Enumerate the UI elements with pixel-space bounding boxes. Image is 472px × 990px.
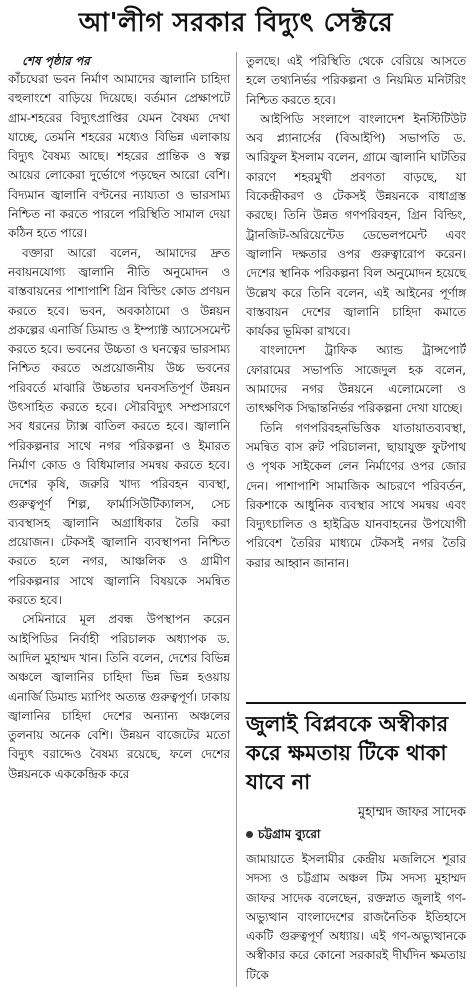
- bureau-label: [246, 826, 466, 846]
- article-title: জুলাই বিপ্লবকে অস্বীকার করে ক্ষমতায় টিকে থাকা যাবে না: [246, 712, 449, 794]
- right-column: [246, 52, 466, 573]
- body-paragraph: তুলছে। এই পরিস্থিতি থেকে বেরিয়ে আসতে হলে তথ্যনির্ভর পরিকল্পনা ও নিয়মিত মনিটরিং নিশ্চিত করতে হবে।: [246, 54, 466, 107]
- column-divider: [236, 52, 237, 987]
- body-paragraph: তিনি গণপরিবহনভিত্তিক যাতায়াতব্যবস্থা, সমন্বিত বাস রুট পরিচালনা, ছায়াযুক্ত ফুটপাথ ও পৃথক সাইকেল লেন নির্মাণের ওপর জোর দেন। পাশাপাশি সামাজিক আচরণে পরিবর্তন, রিকশাকে আধুনিক ব্যবস্থার সাথে সমন্বয় এবং বিদ্যুৎচালিত ও হাইব্রিড যানবাহনের উপযোগী পরিবেশ তৈরির মাধ্যমে টেকসই নগর তৈরি করার আহ্বান জানান।: [246, 420, 466, 570]
- body-paragraph: আইপিডি সংলাপে বাংলাদেশ ইনস্টিটিউট অব প্ল্যানার্সের (বিআইপি) সভাপতি ড. আরিফুল ইসলাম বলেন, গ্রামে জ্বালানি ঘাটতির কারণে শহরমুখী প্রবণতা বাড়ছে, যা বিকেন্দ্রীকরণ ও টেকসই উন্নয়নকে বাধাগ্রস্ত করছে। তিনি উন্নত গণপরিবহন, গ্রিন বিল্ডিং, ট্রানজিট-অরিয়েন্টেড ডেভেলপমেন্ট এবং জ্বালানি দক্ষতার ওপর গুরুত্বারোপ করেন। দেশের স্থানিক পরিকল্পনা বিল অনুমোদন হয়েছে উল্লেখ করে তিনি বলেন, এই আইনের পূর্ণাঙ্গ বাস্তবায়ন দেশের জ্বালানি চাহিদা কমাতে কার্যকর ভূমিকা রাখবে।: [246, 111, 466, 339]
- left-column: [8, 52, 230, 784]
- body-paragraph: বাংলাদেশ ট্রাফিক অ্যান্ড ট্রান্সপোর্ট ফোরামের সভাপতি সাজেদুল হক বলেন, আমাদের নগর উন্নয়নে এলোমেলো ও তাৎক্ষণিক সিদ্ধান্তনির্ভর পরিকল্পনা দেখা যাচ্ছে।: [246, 343, 466, 416]
- article-body: জামায়াতে ইসলামীর কেন্দ্রীয় মজলিসে শূরার সদস্য ও চট্টগ্রাম অঞ্চল টিম সদস্য মুহাম্মদ জাফর সাদেক বলেছেন, রক্তস্নাত জুলাই গণ-অভ্যুত্থান বাংলাদেশের রাজনৈতিক ইতিহাসে একটি গুরুত্বপূর্ণ অধ্যায়। এই গণ-অভ্যুত্থানকে অস্বীকার করে কোনো সরকারই দীর্ঘদিন ক্ষমতায় টিকে: [246, 852, 466, 982]
- bullet-icon: [246, 831, 253, 838]
- body-paragraph: কাঁচঘেরা ভবন নির্মাণ আমাদের জ্বালানি চাহিদা বহুলাংশে বাড়িয়ে দিয়েছে। বর্তমান প্রেক্ষাপটে গ্রাম-শহরের বিদ্যুৎপ্রাপ্তির যেমন বৈষম্য দেখা যাচ্ছে, তেমনি শহরের মধ্যেও বিভিন্ন এলাকায় বিদ্যুৎ বৈষম্য আছে। শহরের প্রান্তিক ও স্বল্প আয়ের লোকেরা দুর্ভোগে পড়ছেন আরো বেশি। বিদ্যমান জ্বালানি বণ্টনের ন্যায্যতা ও ভারসাম্য নিশ্চিত না করতে পারলে পরিস্থিতি সামাল দেয়া কঠিন হতে পারে।: [8, 72, 230, 241]
- byline: মুহাম্মদ জাফর সাদেক: [357, 805, 466, 820]
- second-article: [246, 702, 466, 985]
- body-paragraph: বক্তারা আরো বলেন, আমাদের দ্রুত নবায়নযোগ্য জ্বালানি নীতি অনুমোদন ও বাস্তবায়নের পাশাপাশি গ্রিন বিল্ডিং কোড প্রণয়ন করতে হবে। ভবন, অবকাঠামো ও উন্নয়ন প্রকল্পের এনার্জি ডিমান্ড ও ইম্প্যাক্ট অ্যাসেসমেন্ট করতে হবে। ভবনের উচ্চতা ও ঘনত্বের ভারসাম্য নিশ্চিত করতে অপ্রয়োজনীয় উচ্চ ভবনের পরিবর্তে মাঝারি উচ্চতার ঘনবসতিপূর্ণ উন্নয়ন উৎসাহিত করতে হবে। সৌরবিদ্যুৎ সম্প্রসারণে সব ধরনের ট্যাক্স বাতিল করতে হবে। জ্বালানি পরিকল্পনার সাথে নগর পরিকল্পনা ও ইমারত নির্মাণ কোড ও বিধিমালার সমন্বয় করতে হবে। দেশের কৃষি, জরুরি খাদ্য পরিবহন ব্যবস্থা, গুরুত্বপূর্ণ শিল্প, ফার্মাসিউটিক্যালস, সেচ ব্যবস্থাসহ জ্বালানি অগ্রাধিকার তৈরি করা প্রয়োজন। টেকসই জ্বালানি ব্যবস্থাপনা নিশ্চিত করতে হলে নগর, আঞ্চলিক ও গ্রামীণ পরিকল্পনার সাথে জ্বালানি বিষয়কে সমন্বিত করতে হবে।: [8, 245, 230, 608]
- headline: আ'লীগ সরকার বিদ্যুৎ সেক্টরে: [78, 8, 394, 38]
- continued-from-label: শেষ পৃষ্ঠার পর: [22, 54, 90, 68]
- body-paragraph: সেমিনারে মূল প্রবন্ধ উপস্থাপন করেন আইপিডির নির্বাহী পরিচালক অধ্যাপক ড. আদিল মুহাম্মদ খান। তিনি বলেন, দেশের বিভিন্ন অঞ্চলে জ্বালানির চাহিদা ভিন্ন ভিন্ন হওয়ায় এনার্জি ডিমান্ড ম্যাপিং অত্যন্ত গুরুত্বপূর্ণ। ঢাকায় জ্বালানির চাহিদা দেশের অন্যান্য অঞ্চলের তুলনায় অনেক বেশি। উন্নয়ন বাজেটের মতো বিদ্যুৎ বরাদ্দেও বৈষম্য রয়েছে, ফলে দেশের উন্নয়নকে এককেন্দ্রিক করে: [8, 612, 230, 781]
- bureau-text: চট্টগ্রাম ব্যুরো: [258, 827, 321, 841]
